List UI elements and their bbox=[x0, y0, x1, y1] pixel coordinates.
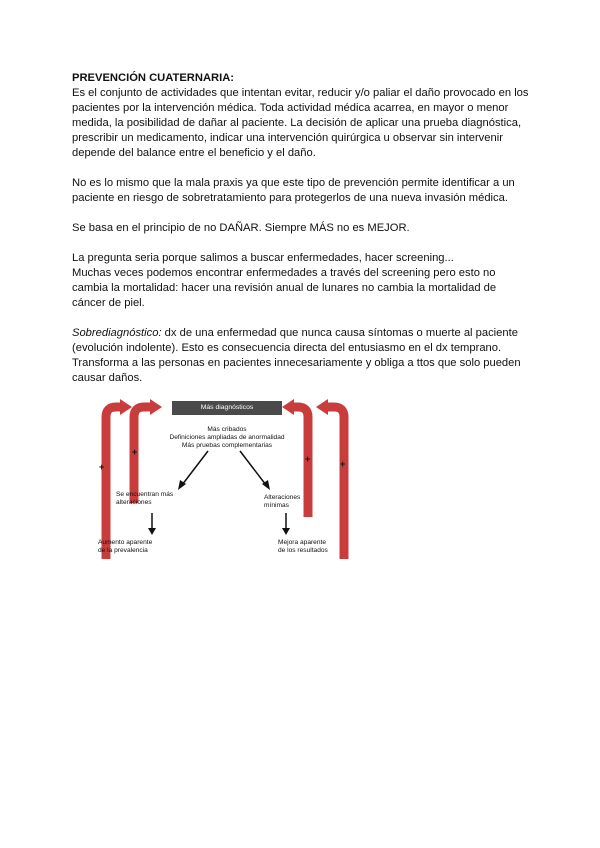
left-outcome bbox=[98, 539, 152, 555]
paragraph-malpractice: No es lo mismo que la mala praxis ya que este tipo de prevención permite identificar a un paciente en riesgo de sobretratamiento para protegerlos de una nueva invasión médica. bbox=[72, 177, 515, 204]
left-result-line-2: alteraciones bbox=[116, 499, 152, 506]
right-outcome bbox=[278, 539, 328, 555]
overdiagnosis-diagram bbox=[96, 393, 360, 563]
right-diagonal-arrow bbox=[240, 451, 266, 485]
plus-sign-outer-left: + bbox=[99, 462, 105, 472]
paragraph-screening: Muchas veces podemos encontrar enfermedades a través del screening pero esto no cambia la mortalidad: hacer una revisión anual de lunares no cambia la mortalidad de cáncer de piel. bbox=[72, 267, 497, 309]
paragraph-definition: Es el conjunto de actividades que intentan evitar, reducir y/o paliar el daño provocado en los pacientes por la intervención médica. Toda actividad médica acarrea, en mayor o menor medida, la posibilidad de dañar al paciente. La decisión de aplicar una prueba diagnóstica, prescribir un medicamento, indicar una intervención quirúrgica u observar sin intervenir depende del balance entre el beneficio y el daño. bbox=[72, 87, 529, 159]
section-heading: PREVENCIÓN CUATERNARIA: bbox=[72, 72, 235, 84]
left-result bbox=[116, 491, 173, 507]
left-outcome-line-2: de la prevalencia bbox=[98, 547, 148, 554]
plus-sign-outer-right: + bbox=[340, 459, 346, 469]
left-down-arrowhead bbox=[148, 528, 156, 535]
right-result-line-1: Alteraciones bbox=[264, 494, 301, 501]
overdiagnosis-definition: dx de una enfermedad que nunca causa síntomas o muerte al paciente (evolución indolente). Esto es consecuencia directa del entusiasmo en el dx temprano. Transforma a las personas en pacientes innecesariamente y obliga a ttos que solo pueden causar daños. bbox=[72, 327, 521, 384]
outer-right-arrowhead bbox=[316, 399, 328, 415]
paragraph-principle: Se basa en el principio de no DAÑAR. Siempre MÁS no es MEJOR. bbox=[72, 222, 410, 234]
right-result bbox=[264, 494, 300, 510]
right-outcome-line-1: Mejora aparente bbox=[278, 539, 327, 546]
center-line-screening: Más cribados bbox=[207, 426, 247, 433]
overdiagnosis-term: Sobrediagnóstico: bbox=[72, 327, 162, 339]
center-line-tests: Más pruebas complementarias bbox=[181, 442, 273, 449]
right-down-arrowhead bbox=[282, 528, 290, 535]
left-outcome-line-1: Aumento aparente bbox=[98, 539, 153, 546]
right-result-line-2: mínimas bbox=[264, 502, 289, 509]
plus-sign-inner-right: + bbox=[305, 454, 311, 464]
paragraph-overdiagnosis bbox=[72, 326, 532, 386]
outer-right-loop-arrow bbox=[326, 407, 344, 559]
text-body bbox=[72, 71, 532, 386]
left-diagonal-arrow bbox=[182, 451, 208, 485]
right-outcome-line-2: de los resultados bbox=[278, 547, 328, 554]
inner-right-arrowhead bbox=[282, 399, 294, 415]
more-diagnoses-bar: Más diagnósticos bbox=[172, 401, 282, 415]
inner-left-arrowhead bbox=[150, 399, 162, 415]
center-causes bbox=[152, 426, 302, 450]
center-line-definitions: Definiciones ampliadas de anormalidad bbox=[169, 434, 285, 441]
left-result-line-1: Se encuentran más bbox=[116, 491, 174, 498]
diagram-arrows bbox=[96, 393, 360, 563]
plus-sign-inner-left: + bbox=[132, 447, 138, 457]
outer-left-loop-arrow bbox=[106, 407, 122, 559]
paragraph-question: La pregunta seria porque salimos a buscar enfermedades, hacer screening... bbox=[72, 252, 454, 264]
